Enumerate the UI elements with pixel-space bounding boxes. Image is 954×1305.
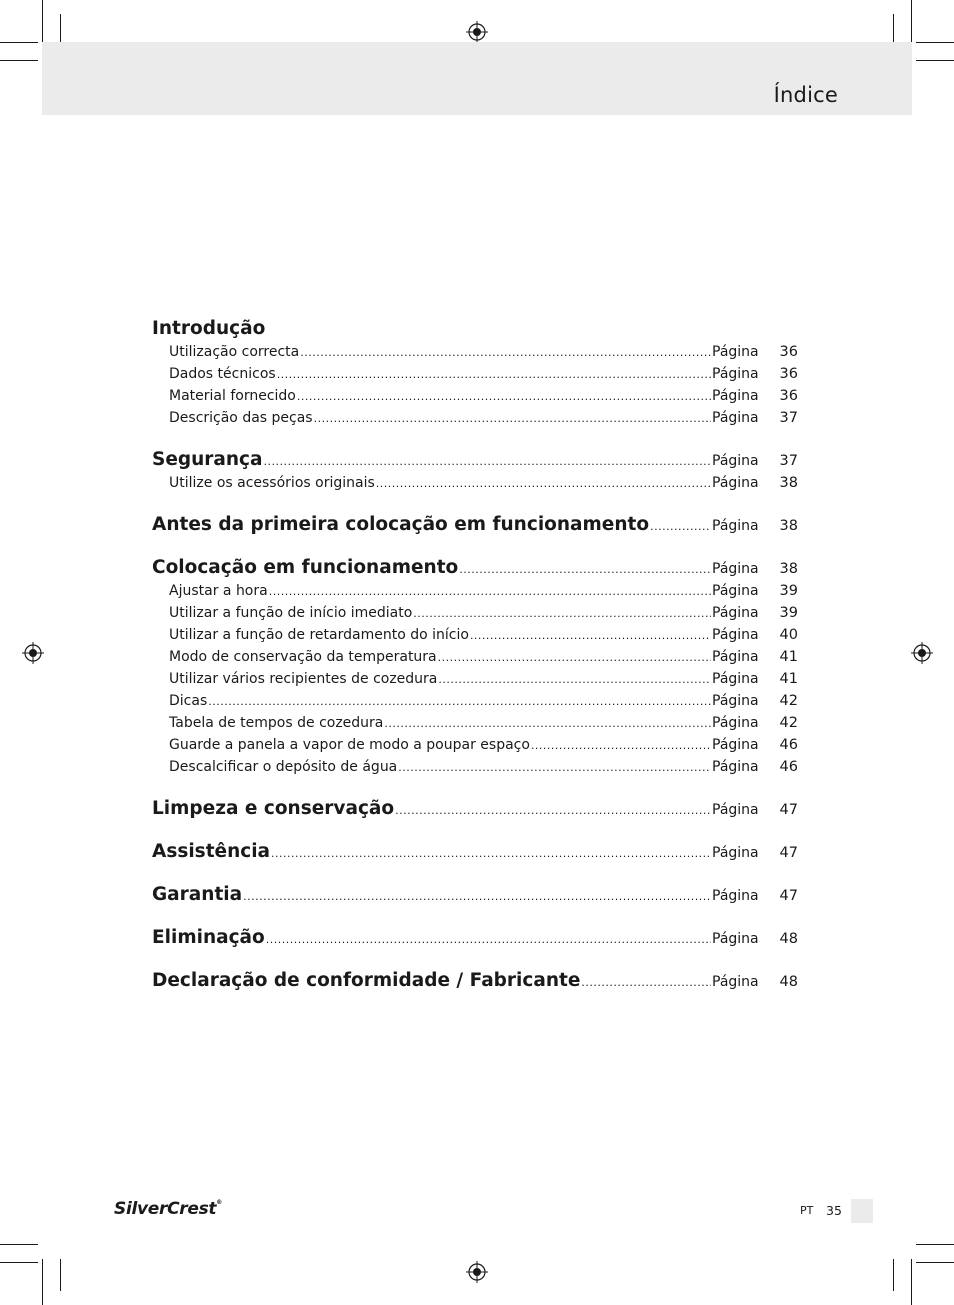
toc-label: Modo de conservação da temperatura xyxy=(169,649,437,665)
toc-section-heading[interactable] xyxy=(152,557,798,583)
registration-mark-icon xyxy=(466,21,488,43)
toc-entry[interactable] xyxy=(152,583,798,605)
crop-mark xyxy=(911,0,912,46)
toc-entry[interactable] xyxy=(152,737,798,759)
toc-page-number: 46 xyxy=(779,759,798,775)
toc-entry[interactable] xyxy=(152,344,798,366)
toc-section-heading[interactable] xyxy=(152,841,798,867)
toc-leader-dots xyxy=(650,520,711,533)
toc-leader-dots xyxy=(395,804,711,817)
crop-mark xyxy=(42,1259,43,1305)
toc-page-word: Página xyxy=(712,715,759,731)
toc-page-number: 36 xyxy=(779,366,798,382)
toc-page-word: Página xyxy=(712,693,759,709)
toc-page-word: Página xyxy=(712,974,759,990)
crop-mark xyxy=(916,42,954,43)
toc-leader-dots xyxy=(398,761,711,774)
toc-leader-dots xyxy=(531,739,711,752)
toc-page-number: 47 xyxy=(779,888,798,904)
toc-leader-dots xyxy=(277,368,711,381)
toc-leader-dots xyxy=(384,717,711,730)
toc-leader-dots xyxy=(266,933,711,946)
toc-page-word: Página xyxy=(712,888,759,904)
toc-page-number: 37 xyxy=(779,453,798,469)
toc-page-number: 39 xyxy=(779,605,798,621)
toc-entry[interactable] xyxy=(152,366,798,388)
toc-entry[interactable] xyxy=(152,627,798,649)
toc-label: Utilização correcta xyxy=(169,344,300,360)
crop-mark xyxy=(0,60,38,61)
toc-page-number: 38 xyxy=(779,475,798,491)
toc-page-number: 36 xyxy=(779,344,798,360)
toc-page-word: Página xyxy=(712,845,759,861)
toc-label: Tabela de tempos de cozedura xyxy=(169,715,384,731)
toc-page-word: Página xyxy=(712,583,759,599)
toc-page-number: 41 xyxy=(779,649,798,665)
toc-page-word: Página xyxy=(712,388,759,404)
crop-mark xyxy=(916,60,954,61)
toc-page-number: 39 xyxy=(779,583,798,599)
toc-page-word: Página xyxy=(712,931,759,947)
toc-page-number: 41 xyxy=(779,671,798,687)
crop-mark xyxy=(60,1259,61,1291)
crop-mark xyxy=(0,1244,38,1245)
toc-label: Utilize os acessórios originais xyxy=(169,475,375,491)
toc-label: Ajustar a hora xyxy=(169,583,268,599)
toc-section-heading[interactable] xyxy=(152,970,798,996)
toc-entry[interactable] xyxy=(152,410,798,432)
toc-entry[interactable] xyxy=(152,693,798,715)
toc-label: Utilizar vários recipientes de cozedura xyxy=(169,671,438,687)
toc-page-word: Página xyxy=(712,802,759,818)
crop-mark xyxy=(916,1262,954,1263)
toc-leader-dots xyxy=(300,346,711,359)
toc-leader-dots xyxy=(269,585,711,598)
toc-leader-dots xyxy=(459,563,711,576)
toc-section-heading[interactable] xyxy=(152,514,798,540)
toc-label: Limpeza e conservação xyxy=(152,798,395,819)
toc-label: Declaração de conformidade / Fabricante xyxy=(152,970,581,991)
toc-entry[interactable] xyxy=(152,475,798,497)
crop-mark xyxy=(893,1259,894,1291)
toc-label: Descalcificar o depósito de água xyxy=(169,759,398,775)
toc-page-word: Página xyxy=(712,410,759,426)
toc-page-number: 47 xyxy=(779,845,798,861)
toc-leader-dots xyxy=(314,412,711,425)
toc-page-number: 40 xyxy=(779,627,798,643)
toc-label: Antes da primeira colocação em funcionamento xyxy=(152,514,650,535)
toc-page-number: 37 xyxy=(779,410,798,426)
crop-mark xyxy=(0,1262,38,1263)
toc-page-number: 42 xyxy=(779,715,798,731)
toc-label: Assistência xyxy=(152,841,271,862)
toc-entry[interactable] xyxy=(152,649,798,671)
toc-label: Garantia xyxy=(152,884,243,905)
toc-entry[interactable] xyxy=(152,388,798,410)
toc-page-word: Página xyxy=(712,366,759,382)
toc-leader-dots xyxy=(297,390,711,403)
toc-page-word: Página xyxy=(712,518,759,534)
toc-page-word: Página xyxy=(712,649,759,665)
crop-mark xyxy=(0,42,38,43)
crop-mark xyxy=(42,0,43,46)
toc-leader-dots xyxy=(438,673,711,686)
toc-label: Segurança xyxy=(152,449,263,470)
toc-label: Colocação em funcionamento xyxy=(152,557,459,578)
page-title: Índice xyxy=(773,83,838,107)
toc-leader-dots xyxy=(376,477,711,490)
toc-page-number: 46 xyxy=(779,737,798,753)
language-code: PT xyxy=(800,1204,814,1217)
toc-leader-dots xyxy=(271,847,711,860)
toc-page-number: 48 xyxy=(779,931,798,947)
toc-page-word: Página xyxy=(712,561,759,577)
toc-page-word: Página xyxy=(712,453,759,469)
toc-page-word: Página xyxy=(712,759,759,775)
toc-page-number: 38 xyxy=(779,518,798,534)
toc-page-word: Página xyxy=(712,627,759,643)
toc-leader-dots xyxy=(413,607,711,620)
toc-label: Eliminação xyxy=(152,927,265,948)
registration-mark-icon xyxy=(466,1261,488,1283)
toc-leader-dots xyxy=(208,695,711,708)
toc-page-number: 38 xyxy=(779,561,798,577)
table-of-contents xyxy=(152,318,798,996)
toc-page-number: 48 xyxy=(779,974,798,990)
registration-mark-icon xyxy=(911,642,933,664)
toc-section-heading[interactable] xyxy=(152,884,798,910)
toc-label: Introdução xyxy=(152,318,266,339)
toc-label: Utilizar a função de início imediato xyxy=(169,605,413,621)
toc-leader-dots xyxy=(438,651,711,664)
toc-section-heading[interactable] xyxy=(152,798,798,824)
registration-mark-icon xyxy=(22,642,44,664)
toc-page-word: Página xyxy=(712,605,759,621)
toc-page-word: Página xyxy=(712,475,759,491)
toc-section-heading[interactable] xyxy=(152,318,798,344)
toc-section-heading[interactable] xyxy=(152,449,798,475)
toc-page-number: 42 xyxy=(779,693,798,709)
toc-leader-dots xyxy=(264,455,711,468)
toc-page-word: Página xyxy=(712,671,759,687)
toc-entry[interactable] xyxy=(152,671,798,693)
toc-label: Material fornecido xyxy=(169,388,296,404)
toc-label: Dados técnicos xyxy=(169,366,276,382)
toc-entry[interactable] xyxy=(152,605,798,627)
toc-label: Guarde a panela a vapor de modo a poupar espaço xyxy=(169,737,530,753)
page-number: 35 xyxy=(826,1203,842,1218)
toc-leader-dots xyxy=(470,629,711,642)
brand-logo: SilverCrest® xyxy=(114,1199,222,1219)
toc-page-word: Página xyxy=(712,737,759,753)
toc-leader-dots xyxy=(581,976,711,989)
toc-entry[interactable] xyxy=(152,715,798,737)
page-tab-marker xyxy=(851,1199,873,1223)
toc-page-number: 47 xyxy=(779,802,798,818)
toc-label: Utilizar a função de retardamento do início xyxy=(169,627,469,643)
toc-leader-dots xyxy=(243,890,711,903)
toc-page-number: 36 xyxy=(779,388,798,404)
crop-mark xyxy=(916,1244,954,1245)
toc-label: Dicas xyxy=(169,693,208,709)
toc-page-word: Página xyxy=(712,344,759,360)
crop-mark xyxy=(911,1259,912,1305)
toc-section-heading[interactable] xyxy=(152,927,798,953)
toc-label: Descrição das peças xyxy=(169,410,313,426)
toc-entry[interactable] xyxy=(152,759,798,781)
